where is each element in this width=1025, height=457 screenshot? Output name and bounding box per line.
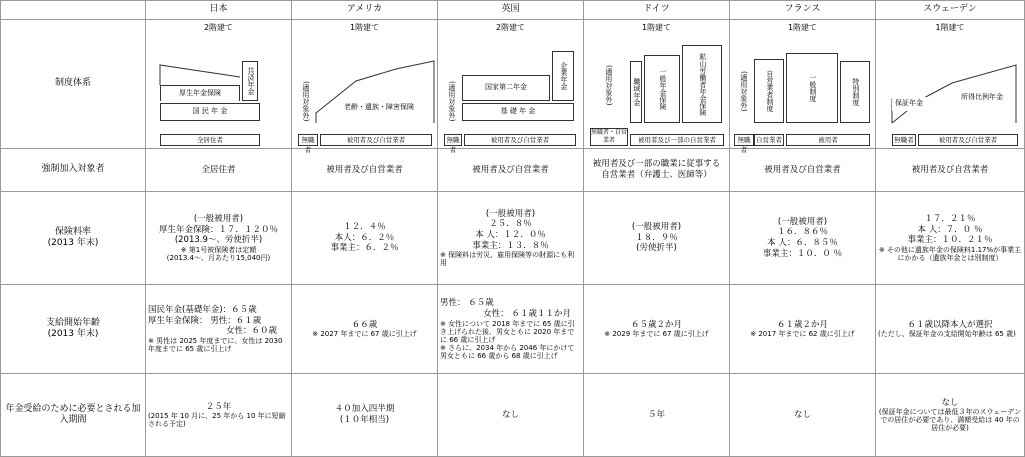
box-2: 一般制度: [786, 53, 838, 123]
box-base: 基 礎 年 金: [462, 103, 574, 121]
slope-line: [160, 55, 240, 85]
box-3: 鉱山労働者年金保険: [682, 45, 722, 123]
rate-japan: (一般被用者) 厚生年金保険：１７．１２０％ (2013.9〜、労使折半) ※ 第1号被保険者は定額 (2013.4〜、月あたり15,040円): [146, 192, 292, 285]
foot-label-2: 被用者及び自営業者: [464, 134, 576, 146]
box-side: 共済年金: [242, 61, 258, 101]
box-upper: 国家第二年金: [462, 75, 550, 101]
box-base: 国 民 年 金: [160, 103, 260, 121]
rate-germany: (一般被用者) １８．９％ (労使折半): [584, 192, 730, 285]
age-sweden: ６１歳以降本人が選択 (ただし、保証年金の支給開始年齢は 65 歳): [876, 285, 1025, 374]
box-2: 一般年金保険: [644, 55, 680, 123]
foot-label-2: 自営業者: [756, 136, 782, 144]
rate-uk: (一般被用者) ２５．８％ 本 人：１２．０％ 事業主：１３．８％ ※ 保険料は労災、雇用保険等の財源にも利用: [438, 192, 584, 285]
age-uk: 男性： ６５歳 女性： ６１歳１１か月 ※ 女性について 2018 年までに 65 歳に引き上げられた後、男女ともに 2020 年までに 66 歳に引上げ ※ さらに、2034 年から 2046 年にかけて男女ともに 66 歳から 68 歳に引上げ: [438, 285, 584, 374]
tier-label: 1階建て: [787, 23, 818, 32]
age-japan: 国民年金(基礎年金)：６５歳 厚生年金保険： 男性：６１歳 女性：６０歳 ※ 男性は 2025 年度までに、女性は 2030 年度までに 65 歳に引上げ: [146, 285, 292, 374]
box-side: 企業年金: [552, 51, 574, 101]
row-age: [1, 285, 1025, 374]
tier-label: 1階建て: [349, 23, 380, 32]
diagram-france: [730, 20, 876, 154]
box-guarantee: 保証年金: [892, 97, 926, 111]
diagram-usa: [292, 20, 438, 154]
excl-label: (適用対象外): [298, 79, 312, 123]
header-sweden: スウェーデン: [876, 1, 1025, 20]
diagram-sweden: [876, 20, 1025, 149]
row-period: [1, 374, 1025, 457]
target-uk: 被用者及び自営業者: [438, 149, 584, 192]
rate-france: (一般被用者) １６．８６％ 本 人：６．８５％ 事業主：１０．０ ％: [730, 192, 876, 285]
box-upper: 厚生年金保険: [160, 85, 240, 101]
period-germany: ５年: [584, 374, 730, 457]
label-target: 強制加入対象者: [1, 149, 146, 192]
tier-label: 1階建て: [641, 23, 672, 32]
tier-label: 2階建て: [495, 23, 526, 32]
header-blank: [1, 1, 146, 20]
tier-label: 1階建て: [935, 23, 965, 32]
period-japan: ２５年 (2015 年 10 月に、25 年から 10 年に短縮される予定): [146, 374, 292, 457]
label-rate: 保険料率 (2013 年末): [1, 192, 146, 285]
box-3: 特別制度: [840, 61, 870, 123]
excl-label: (適用対象外): [600, 57, 616, 113]
header-uk: 英国: [438, 1, 584, 20]
foot-label-1: 無職者: [298, 134, 318, 146]
label-age: 支給開始年齢 (2013 年末): [1, 285, 146, 374]
period-uk: なし: [438, 374, 584, 457]
foot-label-2: 被用者及び一部の自営業者: [630, 134, 724, 146]
period-sweden: なし (保証年金については最低３年のスウェーデンでの居住が必要であり、満額受給は 40 年の居住が必要): [876, 374, 1025, 457]
box-1: 職域年金: [630, 61, 642, 123]
foot-label-1: 無職者: [734, 134, 754, 146]
header-row: [1, 1, 1025, 20]
age-germany: ６５歳２か月 ※ 2029 年までに 67 歳に引上げ: [584, 285, 730, 374]
label-system: 制度体系: [1, 20, 146, 149]
foot-label-3: 被用者: [786, 134, 870, 146]
box-main: 所得比例年金: [952, 91, 1012, 105]
target-germany: 被用者及び一部の職業に従事する 自営業者（弁護士、医師等）: [584, 149, 730, 192]
foot-label: 全居住者: [160, 134, 260, 146]
foot-label-1: 無職者・自営業者: [591, 129, 628, 144]
diagram-japan: [146, 20, 292, 149]
target-sweden: 被用者及び自営業者: [876, 149, 1025, 192]
header-germany: ドイツ: [584, 1, 730, 20]
row-target: [1, 149, 1025, 192]
rate-sweden: １７．２１％ 本 人：７．０ ％ 事業主：１０．２１％ ※ その他に遺族年金の保険料1.17%が事業主にかかる（遺族年金とは別制度）: [876, 192, 1025, 285]
target-usa: 被用者及び自営業者: [292, 149, 438, 192]
header-usa: アメリカ: [292, 1, 438, 20]
tier-label: 2階建て: [203, 23, 234, 32]
age-france: ６１歳２か月 ※ 2017 年までに 62 歳に引上げ: [730, 285, 876, 374]
excl-label: (適用対象外): [444, 79, 458, 123]
age-usa: ６６歳 ※ 2027 年までに 67 歳に引上げ: [292, 285, 438, 374]
box-main: 老齢・遺族・障害保険: [334, 101, 424, 115]
header-japan: 日本: [146, 1, 292, 20]
foot-label-1: 無職者: [892, 134, 916, 146]
box-1: 自営業者制度: [754, 59, 784, 123]
foot-label-2: 被用者及び自営業者: [918, 134, 1018, 146]
target-japan: 全居住者: [146, 149, 292, 192]
rate-usa: １２．４％ 本人：６．２％ 事業主：６．２％: [292, 192, 438, 285]
row-system: [1, 20, 1025, 149]
diagram-uk: [438, 20, 584, 154]
period-usa: ４０加入四半期 (１０年相当): [292, 374, 438, 457]
target-france: 被用者及び自営業者: [730, 149, 876, 192]
period-france: なし: [730, 374, 876, 457]
excl-label: (適用対象外): [736, 61, 750, 121]
row-rate: [1, 192, 1025, 285]
diagram-germany: [584, 20, 730, 149]
foot-label-2: 被用者及び自営業者: [320, 134, 432, 146]
foot-label-1: 無職者: [444, 134, 462, 146]
label-period: 年金受給のために必要とされる加入期間: [1, 374, 146, 457]
header-france: フランス: [730, 1, 876, 20]
